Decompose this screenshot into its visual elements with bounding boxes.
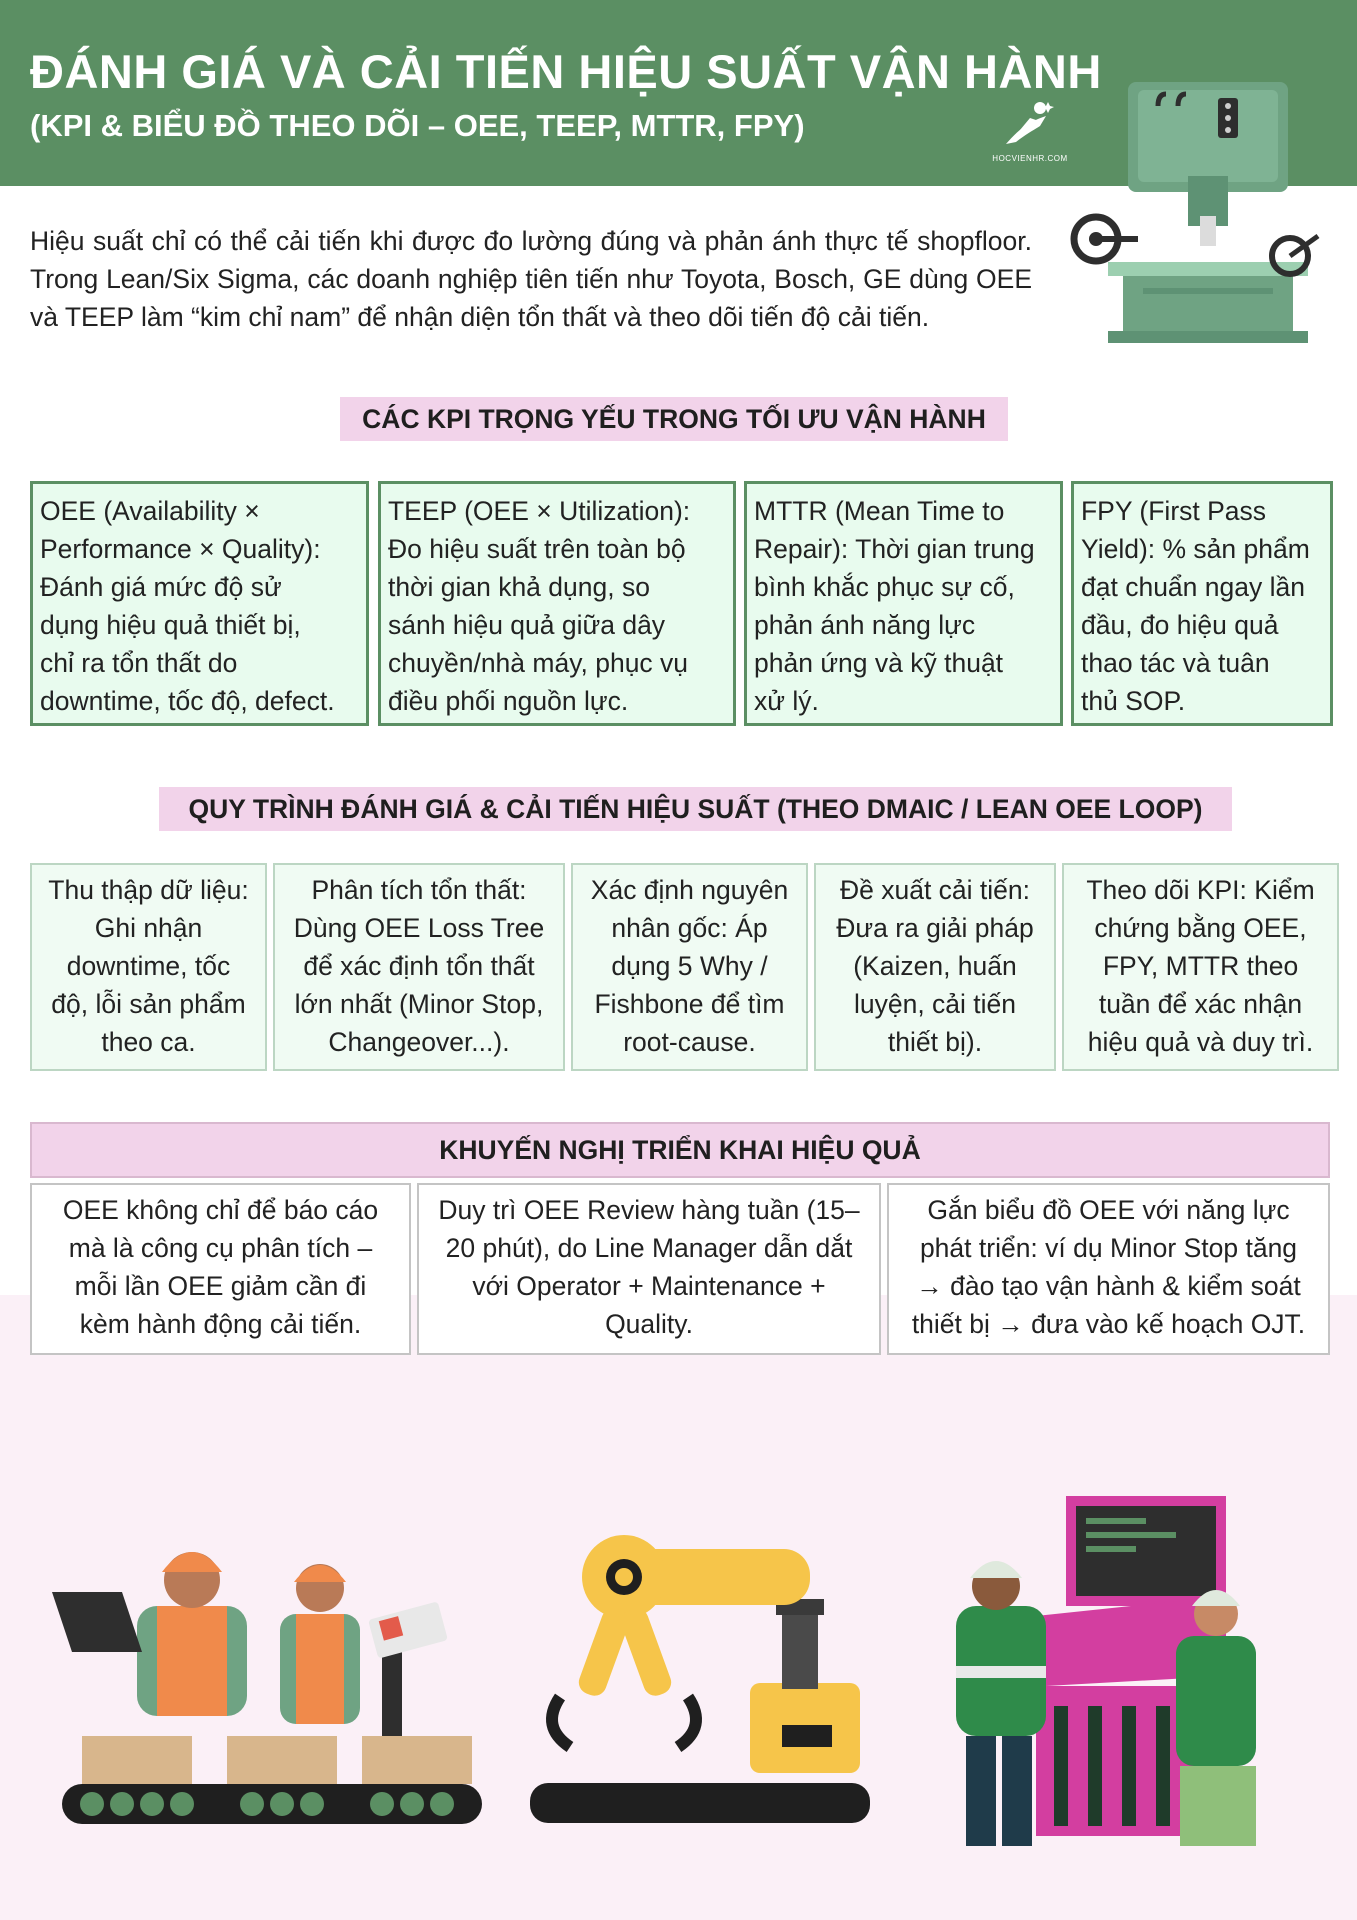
workers-conveyor-illustration bbox=[52, 1522, 488, 1838]
step-line: FPY, MTTR theo bbox=[1102, 951, 1299, 981]
page-title: ĐÁNH GIÁ VÀ CẢI TIẾN HIỆU SUẤT VẬN HÀNH bbox=[30, 45, 1102, 98]
kpi-card-line: xử lý. bbox=[754, 686, 819, 716]
kpi-card-line: điều phối nguồn lực. bbox=[388, 686, 629, 716]
step-line: Dùng OEE Loss Tree bbox=[293, 913, 545, 943]
rec-line: mỗi lần OEE giảm cần đi bbox=[74, 1271, 367, 1301]
kpi-card-fpy bbox=[1071, 481, 1333, 726]
kpi-card-line: Đánh giá mức độ sử bbox=[40, 572, 282, 602]
intro-paragraph: Hiệu suất chỉ có thể cải tiến khi được đo lường đúng và phản ánh thực tế shopfloor. Trong Lean/Six Sigma, các doanh nghiệp tiên tiến như Toyota, Bosch, GE dùng OEE và TEEP làm “kim chỉ nam” để nhận diện tổn thất và theo dõi tiến độ cải tiến. bbox=[30, 226, 1032, 332]
kpi-card-line: phản ứng và kỹ thuật bbox=[754, 648, 1004, 678]
kpi-card-line: chuyền/nhà máy, phục vụ bbox=[388, 648, 689, 678]
step-line: Changeover...). bbox=[328, 1027, 510, 1057]
step-line: root-cause. bbox=[623, 1027, 756, 1057]
kpi-card-oee bbox=[30, 481, 369, 726]
process-step-3 bbox=[571, 863, 808, 1071]
rec-line: mà là công cụ phân tích – bbox=[68, 1233, 373, 1263]
rec-line: phát triển: ví dụ Minor Stop tăng bbox=[919, 1233, 1298, 1263]
kpi-card-line: đạt chuẩn ngay lần bbox=[1081, 572, 1305, 602]
step-line: Fishbone để tìm bbox=[594, 989, 785, 1019]
step-line: lớn nhất (Minor Stop, bbox=[294, 989, 544, 1019]
rec-line: Duy trì OEE Review hàng tuần (15– bbox=[438, 1195, 860, 1225]
step-line: Đề xuất cải tiến: bbox=[839, 875, 1031, 905]
step-line: theo ca. bbox=[101, 1027, 196, 1057]
kpi-card-line: đầu, đo hiệu quả bbox=[1081, 610, 1279, 640]
kpi-card-line: thủ SOP. bbox=[1081, 686, 1186, 716]
kpi-card-line: bình khắc phục sự cố, bbox=[754, 572, 1015, 602]
kpi-card-line: chỉ ra tổn thất do bbox=[40, 648, 238, 678]
rec-line: → đào tạo vận hành & kiểm soát bbox=[916, 1271, 1301, 1301]
recommendation-card-3 bbox=[887, 1183, 1330, 1355]
logo-text: HOCVIENHR.COM bbox=[992, 154, 1068, 163]
step-line: (Kaizen, huấn bbox=[853, 951, 1017, 981]
kpi-card-line: Repair): Thời gian trung bbox=[754, 534, 1035, 564]
step-line: nhân gốc: Áp bbox=[611, 913, 768, 943]
kpi-card-line: downtime, tốc độ, defect. bbox=[40, 686, 335, 716]
step-line: hiệu quả và duy trì. bbox=[1087, 1027, 1314, 1057]
recommend-section-heading: KHUYẾN NGHỊ TRIỂN KHAI HIỆU QUẢ bbox=[30, 1122, 1330, 1178]
logo-figure-icon bbox=[1000, 100, 1060, 152]
step-line: Phân tích tổn thất: bbox=[311, 875, 527, 905]
kpi-card-line: OEE (Availability × bbox=[40, 496, 260, 526]
process-step-4 bbox=[814, 863, 1056, 1071]
rec-line: thiết bị → đưa vào kế hoạch OJT. bbox=[911, 1309, 1306, 1339]
kpi-card-line: thao tác và tuân bbox=[1081, 648, 1270, 678]
kpi-card-line: TEEP (OEE × Utilization): bbox=[388, 496, 691, 526]
hocvienhr-logo bbox=[990, 100, 1070, 170]
control-panel-operators-illustration bbox=[936, 1486, 1266, 1858]
step-line: để xác định tổn thất bbox=[303, 951, 535, 981]
kpi-section-heading: CÁC KPI TRỌNG YẾU TRONG TỐI ƯU VẬN HÀNH bbox=[340, 397, 1008, 441]
step-line: dụng 5 Why / bbox=[611, 951, 768, 981]
process-step-2 bbox=[273, 863, 565, 1071]
recommendation-card-1 bbox=[30, 1183, 411, 1355]
process-step-1 bbox=[30, 863, 267, 1071]
rec-line: kèm hành động cải tiến. bbox=[79, 1309, 362, 1339]
kpi-card-line: Đo hiệu suất trên toàn bộ bbox=[388, 534, 686, 564]
step-line: tuần để xác nhận bbox=[1098, 989, 1303, 1019]
kpi-card-mttr bbox=[744, 481, 1063, 726]
step-line: Đưa ra giải pháp bbox=[836, 913, 1034, 943]
process-step-5 bbox=[1062, 863, 1339, 1071]
step-line: Thu thập dữ liệu: bbox=[48, 875, 249, 905]
kpi-card-line: phản ánh năng lực bbox=[754, 610, 976, 640]
rec-line: Gắn biểu đồ OEE với năng lực bbox=[927, 1195, 1290, 1225]
step-line: luyện, cải tiến bbox=[853, 989, 1017, 1019]
step-line: Theo dõi KPI: Kiểm bbox=[1086, 875, 1315, 905]
kpi-card-teep bbox=[378, 481, 736, 726]
kpi-card-line: Yield): % sản phẩm bbox=[1081, 534, 1310, 564]
step-line: thiết bị). bbox=[887, 1027, 983, 1057]
rec-line: OEE không chỉ để báo cáo bbox=[62, 1195, 379, 1225]
milling-machine-illustration bbox=[1068, 76, 1328, 346]
kpi-card-line: FPY (First Pass bbox=[1081, 496, 1267, 526]
kpi-card-line: MTTR (Mean Time to bbox=[754, 496, 1005, 526]
page-subtitle: (KPI & BIỂU ĐỒ THEO DÕI – OEE, TEEP, MTTR, FPY) bbox=[30, 108, 805, 143]
step-line: Ghi nhận bbox=[94, 913, 203, 943]
kpi-card-line: dụng hiệu quả thiết bị, bbox=[40, 610, 301, 640]
step-line: Xác định nguyên bbox=[590, 875, 789, 905]
recommendation-card-2 bbox=[417, 1183, 881, 1355]
kpi-card-line: thời gian khả dụng, so bbox=[388, 572, 650, 602]
process-section-heading: QUY TRÌNH ĐÁNH GIÁ & CẢI TIẾN HIỆU SUẤT (THEO DMAIC / LEAN OEE LOOP) bbox=[159, 787, 1232, 831]
rec-line: với Operator + Maintenance + bbox=[472, 1271, 826, 1301]
robotic-arm-illustration bbox=[520, 1527, 882, 1837]
kpi-card-line: sánh hiệu quả giữa dây bbox=[388, 610, 666, 640]
step-line: độ, lỗi sản phẩm bbox=[51, 989, 246, 1019]
step-line: chứng bằng OEE, bbox=[1094, 913, 1307, 943]
rec-line: 20 phút), do Line Manager dẫn dắt bbox=[445, 1233, 853, 1263]
step-line: downtime, tốc bbox=[66, 951, 231, 981]
rec-line: Quality. bbox=[605, 1309, 693, 1339]
kpi-card-line: Performance × Quality): bbox=[40, 534, 321, 564]
